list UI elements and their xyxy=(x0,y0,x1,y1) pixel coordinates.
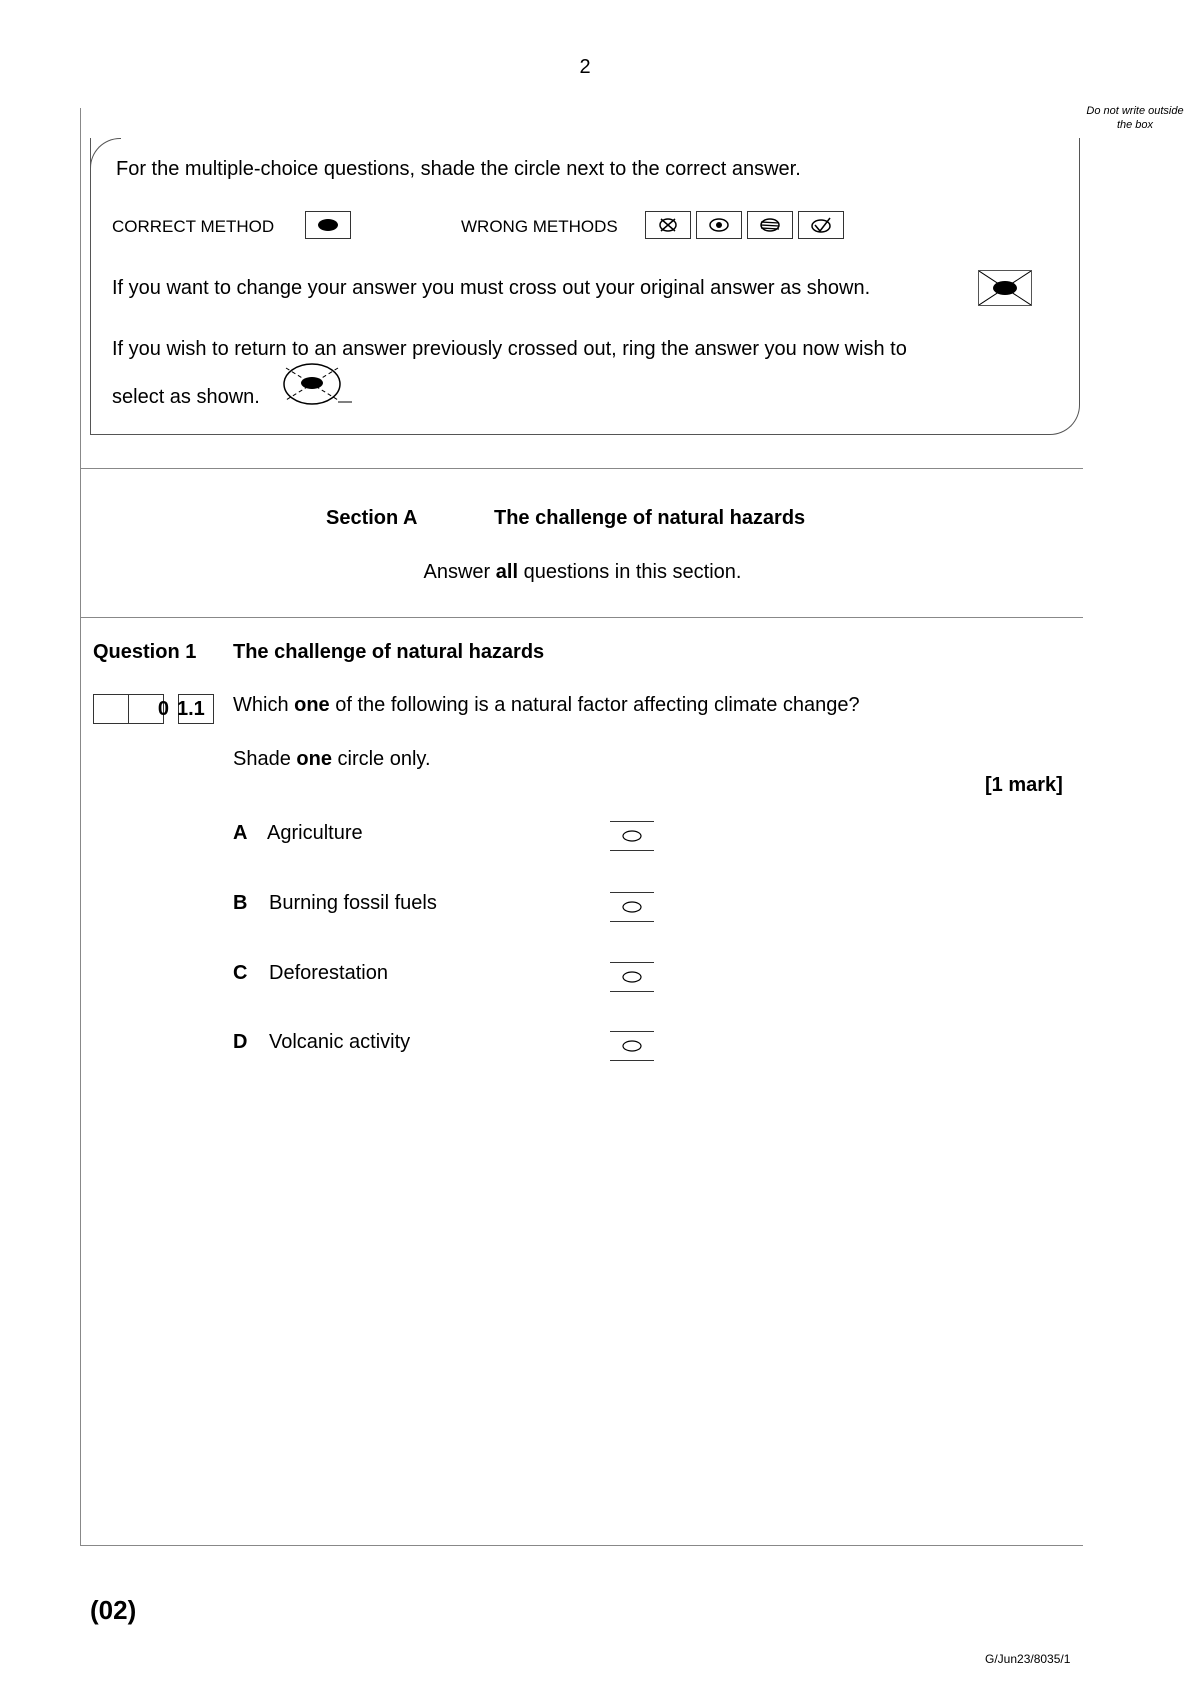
shade-instruction-bold: one xyxy=(296,748,332,770)
wrong-methods-label: WRONG METHODS xyxy=(461,217,618,236)
correct-method-example xyxy=(305,211,351,239)
ticked-bubble-icon xyxy=(806,215,836,235)
wrong-method-scribble xyxy=(747,211,793,239)
wrong-method-cross xyxy=(645,211,691,239)
question-label: Question 1 xyxy=(93,641,197,663)
question-number-box-2 xyxy=(128,694,169,724)
question-text xyxy=(233,694,860,717)
section-instruction-post: questions in this section. xyxy=(518,561,742,583)
section-instruction xyxy=(0,561,1165,584)
dotted-bubble-icon xyxy=(704,215,734,235)
return-answer-text-2: select as shown. xyxy=(112,386,260,408)
margin-note: Do not write outside the box xyxy=(1086,105,1184,131)
empty-bubble-icon xyxy=(620,829,644,843)
question-text-pre: Which xyxy=(233,694,295,716)
option-a-bubble[interactable] xyxy=(610,821,654,851)
option-d-label: Volcanic activity xyxy=(269,1031,411,1053)
option-c-bubble[interactable] xyxy=(610,962,654,992)
option-a-label: Agriculture xyxy=(267,822,363,844)
question-text-bold: one xyxy=(294,694,330,716)
crossed-out-example xyxy=(978,270,1032,306)
correct-method-label: CORRECT METHOD xyxy=(112,217,275,236)
option-d-letter: D xyxy=(233,1031,248,1053)
page-number: 2 xyxy=(579,56,591,78)
shade-instruction-post: circle only. xyxy=(331,748,431,770)
shade-instruction xyxy=(233,748,431,771)
section-label: Section A xyxy=(326,507,418,529)
ringed-bubble-icon xyxy=(280,362,354,408)
wrong-method-tick xyxy=(798,211,844,239)
section-title: The challenge of natural hazards xyxy=(494,507,806,529)
empty-bubble-icon xyxy=(620,970,644,984)
page-code: (02) xyxy=(90,1595,137,1625)
paper-reference: G/Jun23/8035/1 xyxy=(985,1652,1071,1666)
wrong-method-dot xyxy=(696,211,742,239)
option-d-bubble[interactable] xyxy=(610,1031,654,1061)
empty-bubble-icon xyxy=(620,900,644,914)
page-bottom-rule xyxy=(80,1545,1083,1546)
crossed-bubble-icon xyxy=(653,215,683,235)
section-instruction-pre: Answer xyxy=(423,561,496,583)
section-bottom-rule xyxy=(80,617,1083,618)
ringed-example xyxy=(280,362,354,408)
question-number-part1: 0 xyxy=(157,697,169,720)
question-number-part3: .1 xyxy=(188,697,205,720)
filled-bubble-icon xyxy=(313,215,343,235)
option-b-label: Burning fossil fuels xyxy=(269,892,437,914)
option-c-label: Deforestation xyxy=(269,962,388,984)
question-number-box-1 xyxy=(93,694,129,724)
left-margin-line xyxy=(80,108,81,1546)
question-title: The challenge of natural hazards xyxy=(233,641,545,663)
option-b-letter: B xyxy=(233,892,248,914)
question-number-part2: 1 xyxy=(177,697,189,720)
option-c-letter: C xyxy=(233,962,248,984)
option-a-letter: A xyxy=(233,822,248,844)
return-answer-text: If you wish to return to an answer previously crossed out, ring the answer you now wish to xyxy=(112,338,907,360)
question-text-post: of the following is a natural factor affecting climate change? xyxy=(329,694,860,716)
shade-instruction-pre: Shade xyxy=(233,748,297,770)
section-top-rule xyxy=(80,468,1083,469)
marks-label: [1 mark] xyxy=(985,774,1063,796)
question-number-box-3 xyxy=(178,694,214,724)
empty-bubble-icon xyxy=(620,1039,644,1053)
scribbled-bubble-icon xyxy=(755,215,785,235)
crossed-out-bubble-icon xyxy=(979,271,1031,305)
change-answer-text: If you want to change your answer you must cross out your original answer as shown. xyxy=(112,277,871,299)
option-b-bubble[interactable] xyxy=(610,892,654,922)
section-instruction-bold: all xyxy=(495,561,519,583)
instruction-line1: For the multiple-choice questions, shade the circle next to the correct answer. xyxy=(116,158,801,180)
